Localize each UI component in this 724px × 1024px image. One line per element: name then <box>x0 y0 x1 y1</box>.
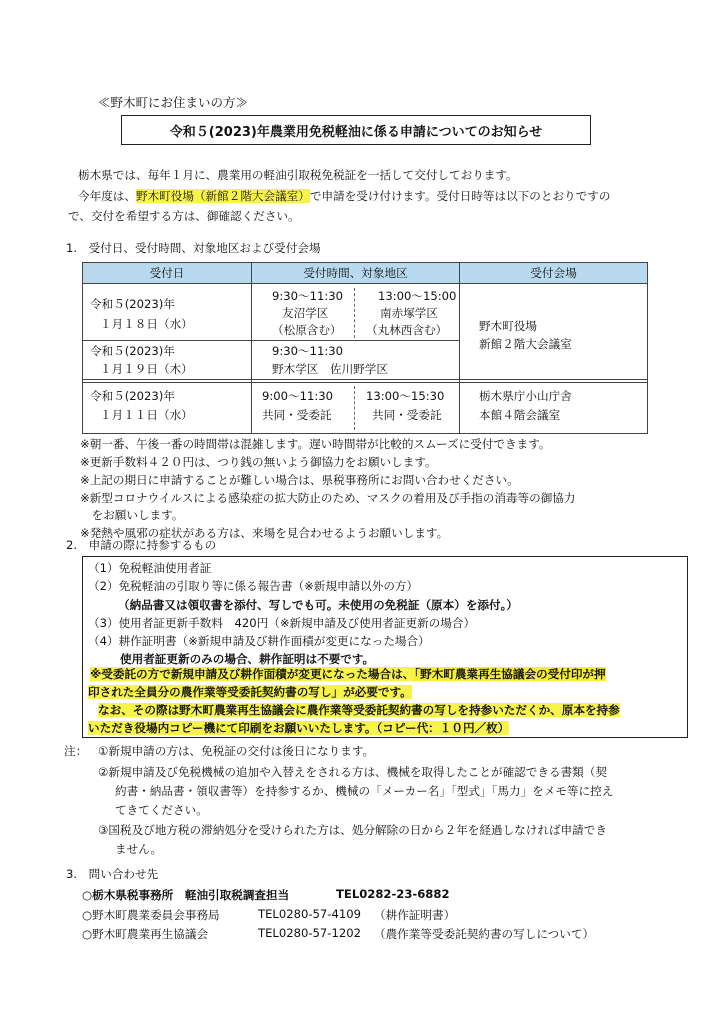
header-time-area: 受付時間、対象地区 <box>251 262 460 284</box>
row2-date-line2: １月１９日（木） <box>100 362 193 376</box>
footnote-2-l3: てきてください。 <box>115 803 208 817</box>
intro-line-1: 栃木県では、毎年１月に、農業用の軽油引取税免税証を一括して交付しております。 <box>78 168 518 182</box>
row1-am-area: 友沼学区 <box>282 306 329 320</box>
row1-am-time: 9:30～11:30 <box>272 289 344 303</box>
item-1: （1）免税軽油使用者証 <box>88 561 212 575</box>
venue-a-line2: 新館２階大会議室 <box>479 337 572 351</box>
contact-3-tel: TEL0280-57-1202 <box>258 926 361 940</box>
row1-pm-note: （丸林西含む） <box>366 323 448 337</box>
row3-am-area: 共同・受委託 <box>262 408 332 422</box>
highlight-1a: ※受委託の方で新規申請及び耕作面積が変更になった場合は、 <box>90 667 415 681</box>
note-1: ※朝一番、午後一番の時間帯は混雑します。遅い時間帯が比較的スムーズに受付できます。 <box>80 437 551 451</box>
highlight-line-4 <box>88 720 509 736</box>
item-2-sub: （納品書又は領収書を添付、写しでも可。未使用の免税証（原本）を添付。） <box>118 598 518 612</box>
item-4-sub: 使用者証更新のみの場合、耕作証明は不要です。 <box>120 652 375 666</box>
schedule-table <box>82 262 648 434</box>
highlight-3a: なお、その際は <box>98 703 180 717</box>
note-3: ※上記の期日に申請することが難しい場合は、県税事務所にお問い合わせください。 <box>80 473 519 487</box>
row2-am-time: 9:30～11:30 <box>272 344 344 358</box>
note-4: ※新型コロナウイルスによる感染症の拡大防止のため、マスクの着用及び手指の消毒等の御協力 <box>80 491 576 505</box>
row3-date-line1: 令和５(2023)年 <box>90 389 175 403</box>
contact-2-note: （耕作証明書） <box>374 908 456 922</box>
contact-2-tel: TEL0280-57-4109 <box>258 907 361 921</box>
row1-pm-area: 南赤塚学区 <box>380 306 438 320</box>
highlight-1b: 「野木町農業再生協議会の受付印が押 <box>414 667 606 681</box>
header-date: 受付日 <box>82 262 252 284</box>
footnote-2-l2: 約書・納品書・領収書等）を持参するか、機械の「メーカー名」「型式」「馬力」をメモ等に控え <box>115 784 614 798</box>
intro-line-2 <box>68 188 610 204</box>
contact-1-tel: TEL0282-23-6882 <box>336 887 450 901</box>
row1-am-note: （松原含む） <box>272 323 342 337</box>
note-2: ※更新手数料４２０円は、つり銭の無いよう御協力をお願いします。 <box>80 455 437 469</box>
highlight-line-3 <box>98 702 620 718</box>
contact-2-org: ○野木町農業委員会事務局 <box>82 908 220 922</box>
footnote-1: ①新規申請の方は、免税証の交付は後日になります。 <box>98 744 375 758</box>
footnote-2-l1: ②新規申請及び免税機械の追加や入替えをされる方は、機械を取得したことが確認できる書類（契 <box>98 765 607 779</box>
venue-highlight: 野木町役場（新館２階大会議室） <box>135 189 310 203</box>
row1-date-line2: １月１８日（水） <box>100 317 193 331</box>
footnote-3-l1: ③国税及び地方税の滞納処分を受けられた方は、処分解除の日から２年を経過しなければ申請でき <box>98 823 607 837</box>
header-venue: 受付会場 <box>459 262 648 284</box>
contact-1-org: ○栃木県税事務所 軽油引取税調査担当 <box>82 888 290 902</box>
row1-pm-time: 13:00～15:00 <box>378 289 457 303</box>
highlight-3b: 野木町農業再生協議会に農作業等受委託契約書の写しを持参いただくか、原本を持参 <box>179 703 620 717</box>
venue-b-line1: 栃木県庁小山庁舎 <box>479 389 572 403</box>
item-4: （4）耕作証明書（※新規申請及び耕作面積が変更になった場合） <box>88 634 430 648</box>
row1-date-line1: 令和５(2023)年 <box>90 297 175 311</box>
intro-line-2-post: で申請を受け付けます。受付日時等は以下のとおりですの <box>309 189 611 203</box>
item-3: （3）使用者証更新手数料 420円（※新規申請及び使用者証更新の場合） <box>88 616 476 630</box>
section1-heading: 1. 受付日、受付時間、対象地区および受付会場 <box>66 241 321 255</box>
highlight-line-2 <box>88 684 412 700</box>
note-4-cont: をお願いします。 <box>80 508 184 522</box>
note-5: ※発熱や風邪の症状がある方は、来場を見合わせるようお願いします。 <box>80 526 449 540</box>
intro-line-2-pre: 今年度は、 <box>78 189 136 203</box>
item-2: （2）免税軽油の引取り等に係る報告書（※新規申請以外の方） <box>88 579 419 593</box>
row3-date-line2: １月１１日（水） <box>100 408 193 422</box>
row3-pm-time: 13:00～15:30 <box>366 389 445 403</box>
section3-heading: 3. 問い合わせ先 <box>66 867 159 881</box>
row3-am-time: 9:00～11:30 <box>262 389 334 403</box>
intro-line-3: で、交付を希望する方は、御確認ください。 <box>68 209 300 223</box>
section2-heading: 2. 申請の際に持参するもの <box>66 538 217 552</box>
venue-a-line1: 野木町役場 <box>479 319 537 333</box>
venue-b-line2: 本館４階会議室 <box>479 408 561 422</box>
row2-date-line1: 令和５(2023)年 <box>90 344 175 358</box>
page-title: 令和５(2023)年農業用免税軽油に係る申請についてのお知らせ <box>121 115 591 145</box>
row3-pm-area: 共同・受委託 <box>372 408 442 422</box>
footnote-label: 注： <box>64 744 88 758</box>
highlight-4: いただき役場内コピー機にて印刷をお願いいたします。（コピー代：１０円／枚） <box>88 721 510 735</box>
highlight-2b: が必要です。 <box>343 685 412 699</box>
contact-3-note: （農作業等受委託契約書の写しについて） <box>374 927 595 941</box>
highlight-2a: 印された全員分の農作業等受委託契約書の写し」 <box>88 685 344 699</box>
row2-am-area: 野木学区 佐川野学区 <box>272 362 388 376</box>
contact-3-org: ○野木町農業再生協議会 <box>82 927 209 941</box>
header-note: ≪野木町にお住まいの方≫ <box>98 95 249 110</box>
highlight-line-1 <box>90 666 606 682</box>
footnote-3-l2: ません。 <box>115 842 163 856</box>
